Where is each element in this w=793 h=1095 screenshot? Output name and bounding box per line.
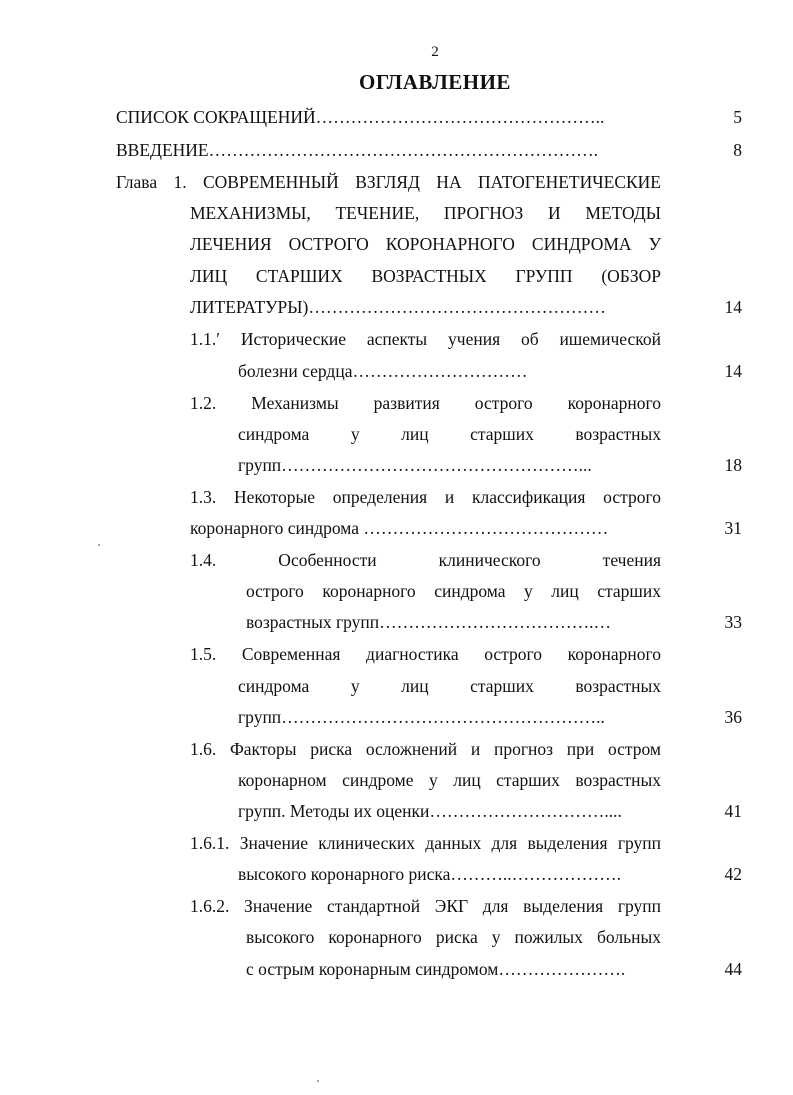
toc-entry-line: коронарного синдрома ……………………………………: [190, 518, 609, 538]
toc-entry-line: болезни сердца…………………………: [238, 361, 528, 381]
toc-page-number: 42: [724, 864, 742, 884]
toc-entry-line: 1.2. Механизмы развития острого коронарного: [190, 393, 661, 413]
toc-entry-line: 1.6.1. Значение клинических данных для выделения групп: [190, 833, 661, 853]
toc-entry-line: с острым коронарным синдромом………………….: [246, 959, 626, 979]
toc-entry-line: ЛЕЧЕНИЯ ОСТРОГО КОРОНАРНОГО СИНДРОМА У: [190, 234, 661, 254]
toc-entry-line: 1.1.′ Исторические аспекты учения об ишемической: [190, 329, 661, 349]
toc-entry-line: высокого коронарного риска………..……………….: [238, 864, 622, 884]
toc-entry-line: 1.4. Особенности клинического течения: [190, 550, 661, 570]
toc-page-number: 41: [724, 801, 742, 821]
toc-entry-line: 1.3. Некоторые определения и классификация острого: [190, 487, 661, 507]
toc-entry-line: групп. Методы их оценки…………………………....: [238, 801, 622, 821]
scan-speck: [98, 544, 100, 546]
toc-entry-line: МЕХАНИЗМЫ, ТЕЧЕНИЕ, ПРОГНОЗ И МЕТОДЫ: [190, 203, 661, 223]
toc-entry-line: коронарном синдроме у лиц старших возрастных: [238, 770, 661, 790]
toc-entry-line: СПИСОК СОКРАЩЕНИЙ…………………………………………..: [116, 107, 605, 127]
scan-speck: [317, 1080, 319, 1082]
toc-entry-line: ЛИТЕРАТУРЫ)……………………………………………: [190, 297, 606, 317]
toc-entry-line: Глава 1. СОВРЕМЕННЫЙ ВЗГЛЯД НА ПАТОГЕНЕТИЧЕСКИЕ: [116, 172, 661, 192]
toc-entry-line: высокого коронарного риска у пожилых больных: [246, 927, 661, 947]
toc-page-number: 14: [724, 297, 742, 317]
toc-entry-line: 1.5. Современная диагностика острого коронарного: [190, 644, 661, 664]
toc-entry-line: ЛИЦ СТАРШИХ ВОЗРАСТНЫХ ГРУПП (ОБЗОР: [190, 266, 661, 286]
toc-page-number: 14: [724, 361, 742, 381]
toc-entry-line: 1.6. Факторы риска осложнений и прогноз при остром: [190, 739, 661, 759]
toc-page-number: 31: [724, 518, 742, 538]
toc-page-number: 5: [733, 107, 742, 127]
page-number: 2: [431, 44, 439, 60]
toc-entry-line: острого коронарного синдрома у лиц старших: [246, 581, 661, 601]
toc-page-number: 33: [724, 612, 742, 632]
toc-entry-line: групп………………………………………………..: [238, 707, 605, 727]
toc-page-number: 8: [733, 140, 742, 160]
toc-entry-line: 1.6.2. Значение стандартной ЭКГ для выделения групп: [190, 896, 661, 916]
toc-page-number: 36: [724, 707, 742, 727]
toc-page-number: 18: [724, 455, 742, 475]
toc-page-number: 44: [724, 959, 742, 979]
toc-entry-line: синдрома у лиц старших возрастных: [238, 424, 661, 444]
toc-entry-line: групп……………………………………………...: [238, 455, 592, 475]
page-title: ОГЛАВЛЕНИЕ: [359, 70, 511, 94]
toc-entry-line: ВВЕДЕНИЕ………………………………………………………….: [116, 140, 599, 160]
toc-entry-line: синдрома у лиц старших возрастных: [238, 676, 661, 696]
toc-entry-line: возрастных групп……………………………….…: [246, 612, 612, 632]
